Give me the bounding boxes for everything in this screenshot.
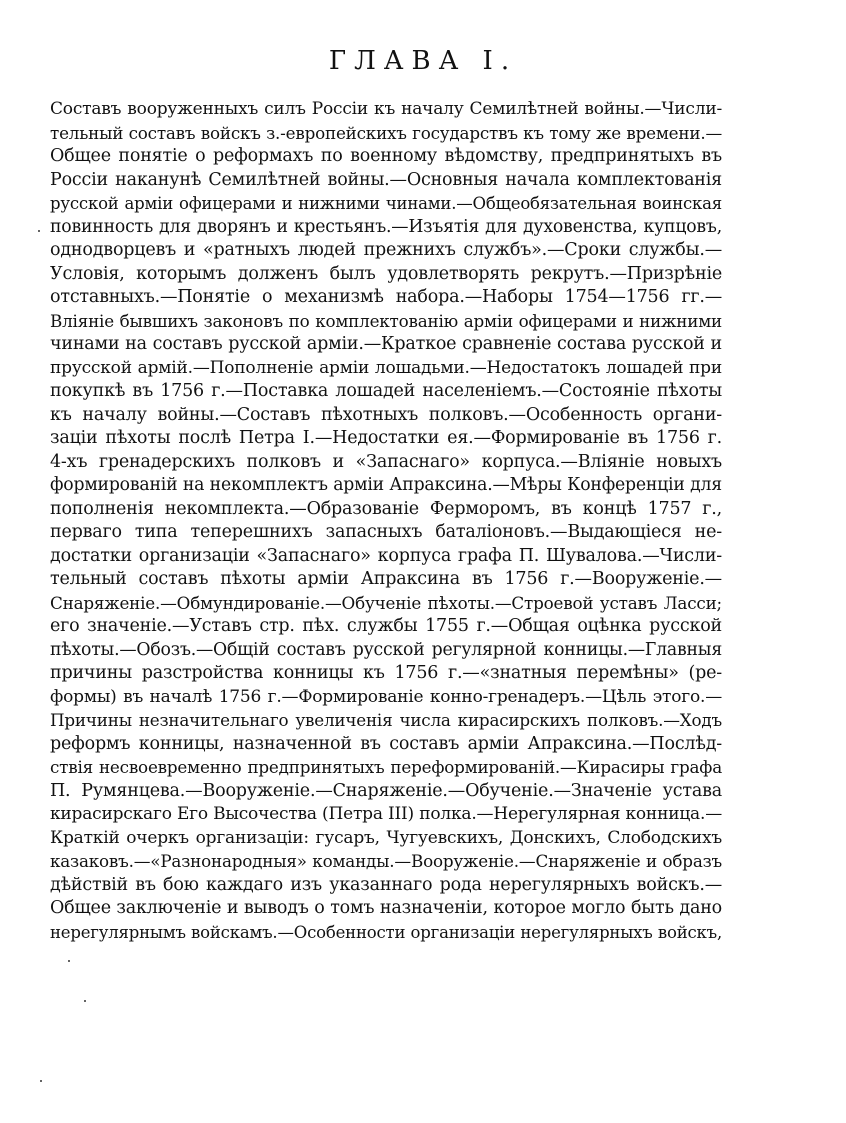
summary-line: Условiя, которымъ долженъ былъ удовлетворять рекрутъ.—Призрѣнiе bbox=[50, 263, 722, 284]
summary-line: достатки организацiи «Запаснаго» корпуса графа П. Шувалова.—Числи- bbox=[50, 545, 722, 566]
summary-line: Снаряженiе.—Обмундированiе.—Обученiе пѣхоты.—Строевой уставъ Ласси; bbox=[50, 592, 722, 613]
scan-speck bbox=[38, 230, 40, 232]
summary-line: однодворцевъ и «ратныхъ людей прежнихъ службъ».—Сроки службы.— bbox=[50, 240, 722, 260]
summary-line: повинность для дворянъ и крестьянъ.—Изъятiя для духовенства, купцовъ, bbox=[50, 216, 722, 237]
summary-line: Россiи наканунѣ Семилѣтней войны.—Основныя начала комплектованiя bbox=[50, 169, 722, 190]
scan-speck bbox=[84, 1000, 86, 1002]
summary-line: прусской армiй.—Пополненiе армiи лошадьми.—Недостатокъ лошадей при bbox=[50, 357, 722, 378]
summary-line: покупкѣ въ 1756 г.—Поставка лошадей населенiемъ.—Состоянiе пѣхоты bbox=[50, 381, 722, 401]
scan-speck bbox=[40, 1080, 42, 1082]
summary-line: Причины незначительнаго увеличенiя числа кирасирскихъ полковъ.—Ходъ bbox=[50, 710, 722, 730]
summary-line: тельный составъ войскъ з.-европейскихъ государствъ къ тому же времени.— bbox=[50, 122, 722, 143]
summary-line: Общее понятiе о реформахъ по военному вѣдомству, предпринятыхъ въ bbox=[50, 146, 722, 166]
summary-line: реформъ конницы, назначенной въ составъ армiи Апраксина.—Послѣд- bbox=[50, 733, 722, 754]
summary-line: чинами на составъ русской армiи.—Краткое сравненiе состава русской и bbox=[50, 334, 722, 354]
summary-line: формированiй на некомплектъ армiи Апраксина.—Мѣры Конференцiи для bbox=[50, 475, 722, 495]
summary-line: русской армiи офицерами и нижними чинами.—Общеобязательная воинская bbox=[50, 194, 722, 213]
summary-line: пополненiя некомплекта.—Образованiе Ферморомъ, въ концѣ 1757 г., bbox=[50, 498, 722, 519]
summary-line: перваго типа теперешнихъ запасныхъ баталiоновъ.—Выдающiеся не- bbox=[50, 522, 722, 542]
summary-line: зацiи пѣхоты послѣ Петра I.—Недостатки ея.—Формированiе въ 1756 г. bbox=[50, 428, 722, 448]
summary-line: Общее заключенiе и выводъ о томъ назначенiи, которое могло быть дано bbox=[50, 898, 722, 918]
summary-line: П. Румянцева.—Вооруженiе.—Снаряженiе.—Обученiе.—Значенiе устава bbox=[50, 780, 722, 801]
summary-line: тельный составъ пѣхоты армiи Апраксина въ 1756 г.—Вооруженiе.— bbox=[50, 569, 722, 589]
summary-line: казаковъ.—«Разнонародныя» команды.—Вооруженiе.—Снаряженiе и образъ bbox=[50, 851, 722, 871]
summary-line: Составъ вооруженныхъ силъ Россiи къ началу Семилѣтней войны.—Числи- bbox=[50, 99, 722, 119]
summary-line: пѣхоты.—Обозъ.—Общiй составъ русской регулярной конницы.—Главныя bbox=[50, 639, 722, 660]
summary-line: ствiя несвоевременно предпринятыхъ переформированiй.—Кирасиры графа bbox=[50, 757, 722, 777]
summary-line: къ началу войны.—Составъ пѣхотныхъ полковъ.—Особенность органи- bbox=[50, 404, 722, 425]
summary-line: формы) въ началѣ 1756 г.—Формированiе конно-гренадеръ.—Цѣль этого.— bbox=[50, 686, 722, 707]
summary-line: 4-хъ гренадерскихъ полковъ и «Запаснаго» корпуса.—Влiянiе новыхъ bbox=[50, 451, 722, 472]
summary-line: кирасирскаго Его Высочества (Петра III) полка.—Нерегулярная конница.— bbox=[50, 804, 722, 824]
summary-line: причины разстройства конницы къ 1756 г.—«знатныя перемѣны» (ре- bbox=[50, 663, 722, 683]
chapter-title: ГЛАВА I. bbox=[328, 46, 518, 76]
summary-line: отставныхъ.—Понятiе о механизмѣ набора.—Наборы 1754—1756 гг.— bbox=[50, 287, 722, 307]
summary-line: нерегулярнымъ войскамъ.—Особенности организацiи нерегулярныхъ войскъ, bbox=[50, 922, 722, 942]
summary-line: его значенiе.—Уставъ стр. пѣх. службы 1755 г.—Общая оцѣнка русской bbox=[50, 616, 722, 636]
summary-line: Краткiй очеркъ организацiи: гусаръ, Чугуевскихъ, Донскихъ, Слободскихъ bbox=[50, 827, 722, 848]
summary-line: дѣйствiй въ бою каждаго изъ указаннаго рода нерегулярныхъ войскъ.— bbox=[50, 874, 722, 895]
chapter-summary bbox=[50, 98, 722, 944]
scan-speck bbox=[68, 960, 70, 962]
summary-line: Влiянiе бывшихъ законовъ по комплектованiю армiи офицерами и нижними bbox=[50, 310, 722, 331]
